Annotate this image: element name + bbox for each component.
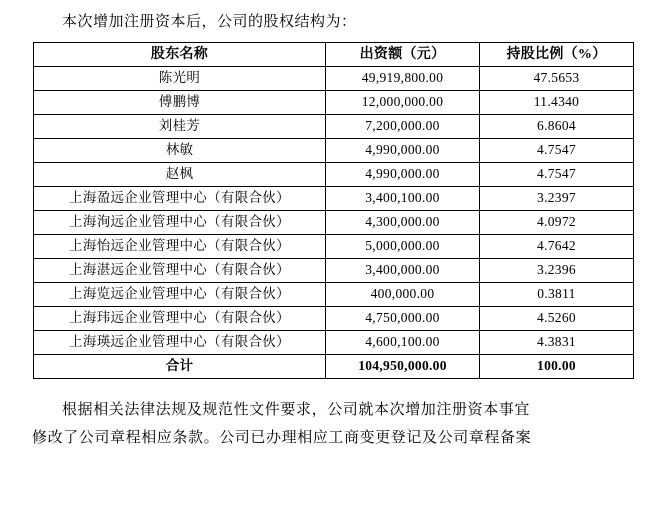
- table-row: [34, 139, 634, 163]
- shareholder-name: 上海怡远企业管理中心（有限合伙）: [34, 235, 326, 259]
- table-row: [34, 235, 634, 259]
- contribution-amount: 4,750,000.00: [326, 307, 480, 331]
- table-row: [34, 331, 634, 355]
- shareholder-name: 上海玮远企业管理中心（有限合伙）: [34, 307, 326, 331]
- footer-paragraph-line1: 根据相关法律法规及规范性文件要求，公司就本次增加注册资本事宜: [62, 402, 531, 418]
- contribution-amount: 4,990,000.00: [326, 163, 480, 187]
- table-row: [34, 211, 634, 235]
- shareholder-name: 赵枫: [34, 163, 326, 187]
- footer-paragraph-line2: 修改了公司章程相应条款。公司已办理相应工商变更登记及公司章程备案: [32, 430, 532, 447]
- contribution-amount: 3,400,100.00: [326, 187, 480, 211]
- table-row: [34, 283, 634, 307]
- shareholding-ratio: 3.2396: [480, 259, 634, 283]
- shareholding-ratio: 4.3831: [480, 331, 634, 355]
- column-header-contribution-amount: 出资额（元）: [326, 43, 480, 67]
- table-row: [34, 91, 634, 115]
- total-shareholding-ratio: 100.00: [480, 355, 634, 379]
- contribution-amount: 4,300,000.00: [326, 211, 480, 235]
- equity-structure-table: [33, 42, 634, 379]
- table-header-row: [34, 43, 634, 67]
- contribution-amount: 12,000,000.00: [326, 91, 480, 115]
- contribution-amount: 4,600,100.00: [326, 331, 480, 355]
- table-row: [34, 67, 634, 91]
- shareholder-name: 上海览远企业管理中心（有限合伙）: [34, 283, 326, 307]
- shareholder-name: 陈光明: [34, 67, 326, 91]
- intro-paragraph: 本次增加注册资本后，公司的股权结构为：: [62, 14, 357, 30]
- document-page: [0, 10, 667, 522]
- total-label: 合计: [34, 355, 326, 379]
- shareholder-name: 林敏: [34, 139, 326, 163]
- table-total-row: [34, 355, 634, 379]
- shareholding-ratio: 4.5260: [480, 307, 634, 331]
- contribution-amount: 3,400,000.00: [326, 259, 480, 283]
- column-header-shareholding-ratio: 持股比例（%）: [480, 43, 634, 67]
- shareholding-ratio: 47.5653: [480, 67, 634, 91]
- total-contribution-amount: 104,950,000.00: [326, 355, 480, 379]
- shareholding-ratio: 3.2397: [480, 187, 634, 211]
- shareholder-name: 刘桂芳: [34, 115, 326, 139]
- column-header-shareholder-name: 股东名称: [34, 43, 326, 67]
- contribution-amount: 5,000,000.00: [326, 235, 480, 259]
- contribution-amount: 400,000.00: [326, 283, 480, 307]
- table-row: [34, 187, 634, 211]
- shareholding-ratio: 4.7547: [480, 163, 634, 187]
- shareholder-name: 上海盈远企业管理中心（有限合伙）: [34, 187, 326, 211]
- shareholding-ratio: 0.3811: [480, 283, 634, 307]
- table-row: [34, 259, 634, 283]
- contribution-amount: 7,200,000.00: [326, 115, 480, 139]
- table-row: [34, 115, 634, 139]
- shareholding-ratio: 6.8604: [480, 115, 634, 139]
- shareholding-ratio: 4.0972: [480, 211, 634, 235]
- contribution-amount: 49,919,800.00: [326, 67, 480, 91]
- shareholding-ratio: 11.4340: [480, 91, 634, 115]
- table-row: [34, 163, 634, 187]
- shareholder-name: 上海湛远企业管理中心（有限合伙）: [34, 259, 326, 283]
- shareholding-ratio: 4.7547: [480, 139, 634, 163]
- table-row: [34, 307, 634, 331]
- shareholding-ratio: 4.7642: [480, 235, 634, 259]
- contribution-amount: 4,990,000.00: [326, 139, 480, 163]
- shareholder-name: 上海瑛远企业管理中心（有限合伙）: [34, 331, 326, 355]
- shareholder-name: 上海洵远企业管理中心（有限合伙）: [34, 211, 326, 235]
- shareholder-name: 傅鹏博: [34, 91, 326, 115]
